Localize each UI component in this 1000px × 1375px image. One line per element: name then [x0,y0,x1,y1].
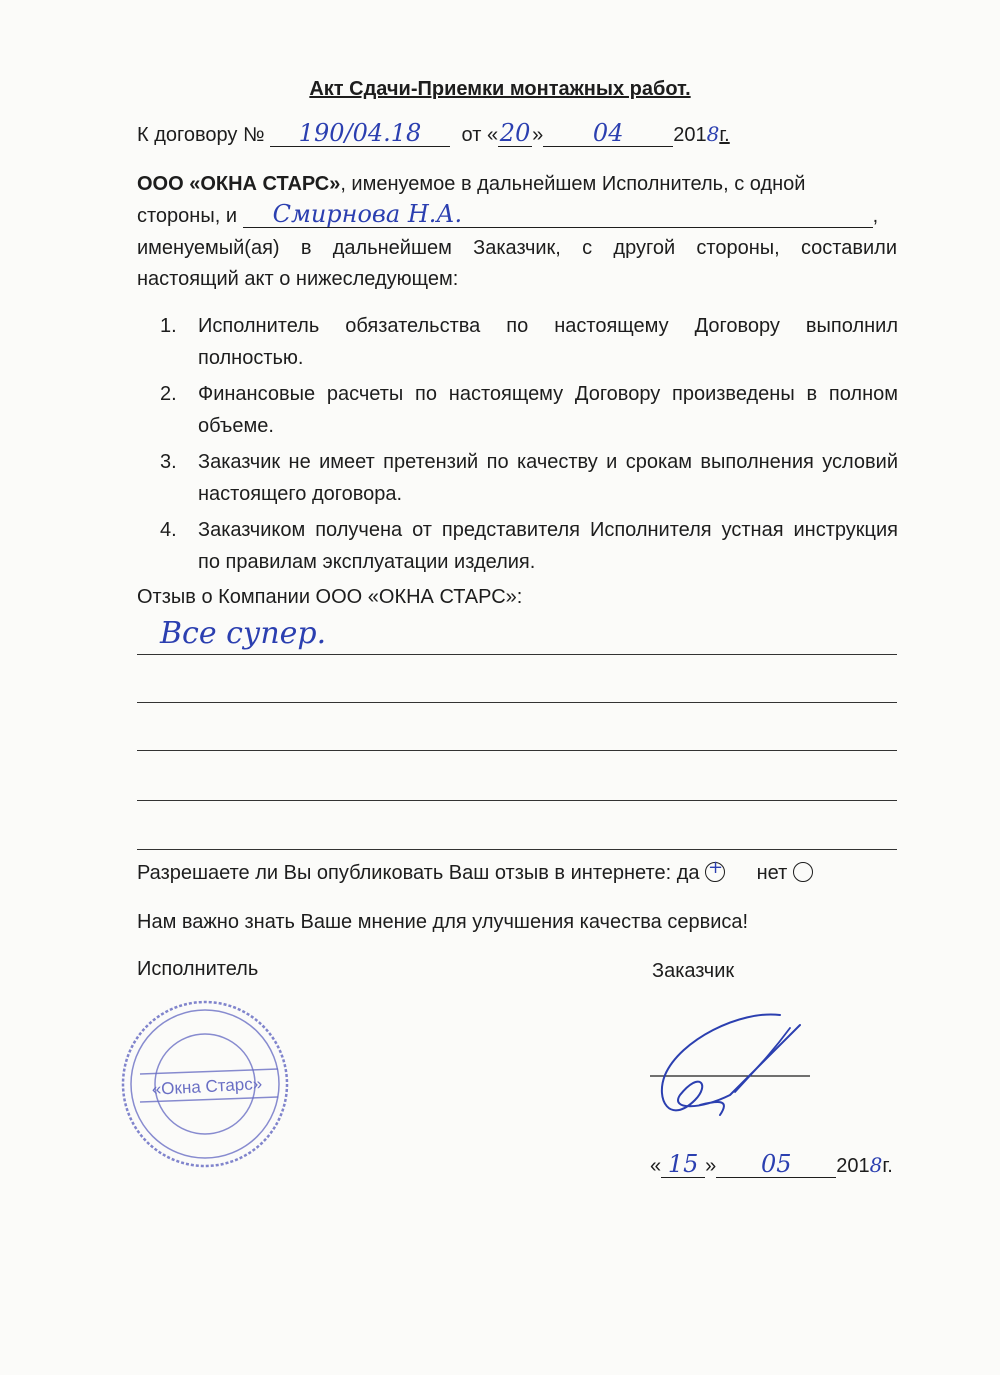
contract-year-digit: 8 [706,122,720,146]
item-line: настоящего договора. [198,483,403,505]
list-item [160,514,898,578]
list-item [160,378,898,442]
review-label: Отзыв о Компании ООО «ОКНА СТАРС»: [137,586,523,608]
sig-month: 05 [760,1150,792,1178]
review-line [137,800,897,801]
contract-number: 190/04.18 [298,119,422,147]
customer-signature [640,1000,840,1130]
executor-label: Исполнитель [137,958,259,980]
review-line [137,849,897,850]
publish-question-row [137,857,813,885]
company-name: ООО «ОКНА СТАРС» [137,173,341,195]
customer-name: Смирнова Н.А. [272,200,463,228]
customer-label: Заказчик [652,960,735,982]
sig-year-digit: 8 [869,1153,883,1177]
publish-no-label: нет [756,862,788,884]
item-line: Финансовые расчеты по настоящему Договору произведены в полном [198,383,898,405]
contract-number-field [270,119,450,147]
intro-line-3: именуемый(ая) в дальнейшем Заказчик, с другой стороны, составили [137,237,897,259]
sig-day-field [661,1150,705,1178]
contract-day-close: » [532,124,544,146]
sig-day: 15 [667,1150,699,1178]
customer-name-field [243,200,873,228]
publish-yes-radio[interactable] [705,857,725,882]
sig-date-open: « [650,1155,662,1177]
document-title: Акт Сдачи-Приемки монтажных работ. [309,78,691,100]
item-number: 4. [160,519,177,541]
review-line [137,654,897,655]
list-item [160,446,898,510]
company-stamp [118,997,293,1172]
item-number: 3. [160,451,177,473]
opinion-text: Нам важно знать Ваше мнение для улучшения качества сервиса! [137,911,749,933]
contract-line [137,119,730,147]
intro-line-2 [137,200,897,228]
publish-no-radio[interactable] [793,862,813,882]
contract-prefix: К договору № [137,124,265,146]
review-line [137,702,897,703]
contract-from-label: от « [461,124,499,146]
contract-month-field [543,119,673,147]
item-number: 1. [160,315,177,337]
terms-list [160,310,898,582]
item-line: Исполнитель обязательства по настоящему Договору выполнил [198,315,898,337]
item-line: по правилам эксплуатации изделия. [198,551,536,573]
contract-day: 20 [499,119,531,147]
intro-line-4: настоящий акт о нижеследующем: [137,268,459,290]
review-text: Все супер. [160,616,327,651]
item-number: 2. [160,383,177,405]
intro-line-2-prefix: стороны, и [137,205,238,227]
contract-year-suffix: г. [719,124,730,146]
sig-month-field [716,1150,836,1178]
item-line: Заказчиком получена от представителя Исполнителя устная инструкция [198,519,898,541]
intro-line-1 [137,173,897,196]
stamp-text: «Окна Старс» [151,1074,263,1099]
contract-day-field [498,119,532,147]
list-item [160,310,898,374]
sig-year-suffix: г. [882,1155,893,1177]
item-line: объеме. [198,415,274,437]
sig-year-prefix: 201 [836,1155,870,1177]
signature-date [650,1150,893,1178]
contract-month: 04 [592,119,624,147]
contract-year-prefix: 201 [673,124,707,146]
publish-question: Разрешаете ли Вы опубликовать Ваш отзыв в интернете: да [137,862,700,884]
item-line: Заказчик не имеет претензий по качеству и срокам выполнения условий [198,451,898,473]
sig-date-close: » [705,1155,717,1177]
intro-line-1-rest: , именуемое в дальнейшем Исполнитель, с одной [340,173,806,195]
item-line: полностью. [198,347,304,369]
review-line [137,750,897,751]
intro-line-2-suffix: , [872,205,879,227]
publish-yes-mark: + [708,857,724,878]
